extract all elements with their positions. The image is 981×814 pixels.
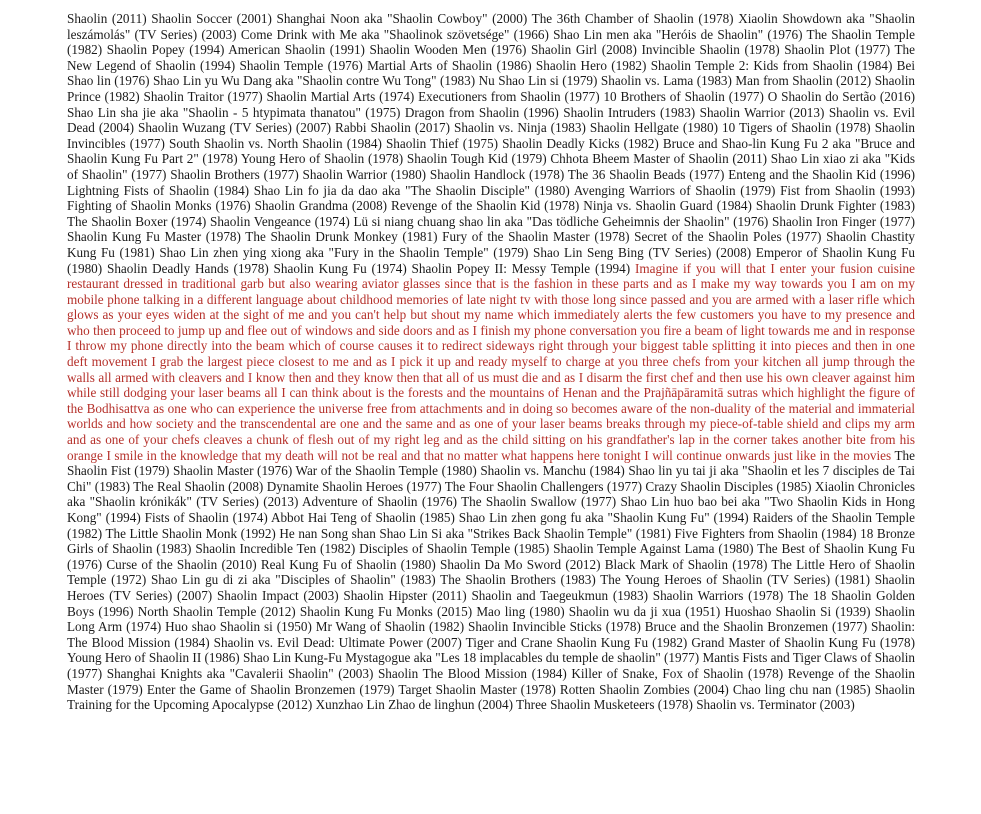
red-narrative-passage: Imagine if you will that I enter your fusion cuisine restaurant dressed in traditional garb but also wearing aviator glasses since that is the fashion in these parts and as I make my way towards you I am on my mobile phone talking in a different language about childhood memories of late night tv with those long since passed and you are armed with a laser rifle which glows as your eyes widen at the sight of me and you can't help but shout my name which immediately alerts the few customers you have to my presence and who then proceed to jump up and flee out of windows and side doors and as I finish my phone conversation you fire a beam of light towards me and in response I throw my phone directly into the beam which of course causes it to redirect sideways right through your biggest table splitting it into pieces and then in one deft movement I grab the largest piece closest to me and as I pick it up and ready myself to charge at you three chefs from your kitchen all jump through the walls all armed with cleavers and I know then and they know then that all of us must die and as I disarm the first chef and then use his own cleaver against him while still dodging your laser beams all I can think about is the forests and the mountains of Henan and the Prajñāpāramitā sutras which highlight the figure of the Bodhisattva as one who can experience the universe free from attachments and in doing so becomes aware of the non-duality of the material and immaterial worlds and how society and the transcendental are one and the same and as one of your laser beams breaks through my piece-of-table shield and clips my arm and as one of your chefs cleaves a chunk of flesh out of my right leg and as the child sitting on his grandfather's lap in the corner takes another bite from his orange I smile in the knowledge that my death will not be real and that no matter what happens here tonight I will continue onwards just like in the movies <box>67 260 915 463</box>
film-list-after: The Shaolin Fist (1979) Shaolin Master (1976) War of the Shaolin Temple (1980) Shaolin vs. Manchu (1984) Shao lin yu tai ji aka "Shaolin et les 7 disciples de Tai Chi" (1983) The Real Shaolin (2008) Dynamite Shaolin Heroes (1977) The Four Shaolin Challengers (1977) Crazy Shaolin Disciples (1985) Xiaolin Chronicles aka "Shaolin krónikák" (TV Series) (2013) Adventure of Shaolin (1976) The Shaolin Swallow (1977) Shao Lin huo bao bei aka "Two Shaolin Kids in Hong Kong" (1994) Fists of Shaolin (1974) Abbot Hai Teng of Shaolin (1985) Shao Lin zhen gong fu aka "Shaolin Kung Fu" (1994) Raiders of the Shaolin Temple (1982) The Little Shaolin Monk (1992) He nan Song shan Shao Lin Si aka "Strikes Back Shaolin Temple" (1981) Five Fighters from Shaolin (1984) 18 Bronze Girls of Shaolin (1983) Shaolin Incredible Ten (1982) Disciples of Shaolin Temple (1985) Shaolin Temple Against Lama (1980) The Best of Shaolin Kung Fu (1976) Curse of the Shaolin (2010) Real Kung Fu of Shaolin (1980) Shaolin Da Mo Sword (2012) Black Mark of Shaolin (1978) The Little Hero of Shaolin Temple (1972) Shao Lin gu di zi aka "Disciples of Shaolin" (1983) The Shaolin Brothers (1983) The Young Heroes of Shaolin (TV Series) (1981) Shaolin Heroes (TV Series) (2007) Shaolin Impact (2003) Shaolin Hipster (2011) Shaolin and Taegeukmun (1983) Shaolin Warriors (1978) The 18 Shaolin Golden Boys (1996) North Shaolin Temple (2012) Shaolin Kung Fu Monks (2015) Mao ling (1980) Shaolin wu da ji xua (1951) Huoshao Shaolin Si (1939) Shaolin Long Arm (1974) Huo shao Shaolin si (1950) Mr Wang of Shaolin (1982) Shaolin Invincible Sticks (1978) Bruce and the Shaolin Bronzemen (1977) Shaolin: The Blood Mission (1984) Shaolin vs. Evil Dead: Ultimate Power (2007) Tiger and Crane Shaolin Kung Fu (1982) Grand Master of Shaolin Kung Fu (1978) Young Hero of Shaolin II (1986) Shao Lin Kung-Fu Mystagogue aka "Les 18 implacables du temple de shaolin" (1977) Mantis Fists and Tiger Claws of Shaolin (1977) Shanghai Knights aka "Cavalerii Shaolin" (2003) Shaolin The Blood Mission (1984) Killer of Snake, Fox of Shaolin (1978) Revenge of the Shaolin Master (1979) Enter the Game of Shaolin Bronzemen (1979) Target Shaolin Master (1978) Rotten Shaolin Zombies (2004) Chao ling chu nan (1985) Shaolin Training for the Upcoming Apocalypse (2012) Xunzhao Lin Zhao de linghun (2004) Three Shaolin Musketeers (1978) Shaolin vs. Terminator (2003) <box>67 447 916 713</box>
film-list-before: Shaolin (2011) Shaolin Soccer (2001) Shanghai Noon aka "Shaolin Cowboy" (2000) The 36th Chamber of Shaolin (1978) Xiaolin Showdown aka "Shaolin leszámolás" (TV Series) (2003) Come Drink with Me aka "Shaolinok szövetsége" (1966) Shao Lin men aka "Heróis de Shaolin" (1976) The Shaolin Temple (1982) Shaolin Popey (1994) American Shaolin (1991) Shaolin Wooden Men (1976) Shaolin Girl (2008) Invincible Shaolin (1978) Shaolin Plot (1977) The New Legend of Shaolin (1994) Shaolin Temple (1976) Martial Arts of Shaolin (1986) Shaolin Hero (1982) Shaolin Temple 2: Kids from Shaolin (1984) Bei Shao lin (1976) Shao Lin yu Wu Dang aka "Shaolin contre Wu Tong" (1983) Nu Shao Lin si (1979) Shaolin vs. Lama (1983) Man from Shaolin (2012) Shaolin Prince (1982) Shaolin Traitor (1977) Shaolin Martial Arts (1974) Executioners from Shaolin (1977) 10 Brothers of Shaolin (1977) O Shaolin do Sertão (2016) Shao Lin sha jie aka "Shaolin - 5 htypimata thanatou" (1975) Dragon from Shaolin (1996) Shaolin Intruders (1983) Shaolin Warrior (2013) Shaolin vs. Evil Dead (2004) Shaolin Wuzang (TV Series) (2007) Rabbi Shaolin (2017) Shaolin vs. Ninja (1983) Shaolin Hellgate (1980) 10 Tigers of Shaolin (1978) Shaolin Invincibles (1977) South Shaolin vs. North Shaolin (1984) Shaolin Thief (1975) Shaolin Deadly Kicks (1982) Bruce and Shao-lin Kung Fu 2 aka "Bruce and Shaolin Kung Fu Part 2" (1978) Young Hero of Shaolin (1978) Shaolin Tough Kid (1979) Chhota Bheem Master of Shaolin (2011) Shao Lin xiao zi aka "Kids of Shaolin" (1977) Shaolin Brothers (1977) Shaolin Warrior (1980) Shaolin Handlock (1978) The 36 Shaolin Beads (1977) Enteng and the Shaolin Kid (1996) Lightning Fists of Shaolin (1984) Shao Lin fo jia da dao aka "The Shaolin Disciple" (1980) Avenging Warriors of Shaolin (1979) Fist from Shaolin (1993) Fighting of Shaolin Monks (1976) Shaolin Grandma (2008) Revenge of the Shaolin Kid (1978) Ninja vs. Shaolin Guard (1984) Shaolin Drunk Fighter (1983) The Shaolin Boxer (1974) Shaolin Vengeance (1974) Lü si niang chuang shao lin aka "Das tödliche Geheimnis der Shaolin" (1976) Shaolin Iron Finger (1977) Shaolin Kung Fu Master (1978) The Shaolin Drunk Monkey (1981) Fury of the Shaolin Master (1978) Secret of the Shaolin Poles (1977) Shaolin Chastity Kung Fu (1981) Shao Lin zhen ying xiong aka "Fury in the Shaolin Temple" (1979) Shao Lin Seng Bing (TV Series) (2008) Emperor of Shaolin Kung Fu (1980) Shaolin Deadly Hands (1978) Shaolin Kung Fu (1974) Shaolin Popey II: Messy Temple (1994) <box>67 11 915 276</box>
body-paragraph <box>67 11 915 713</box>
document-page <box>67 11 915 801</box>
